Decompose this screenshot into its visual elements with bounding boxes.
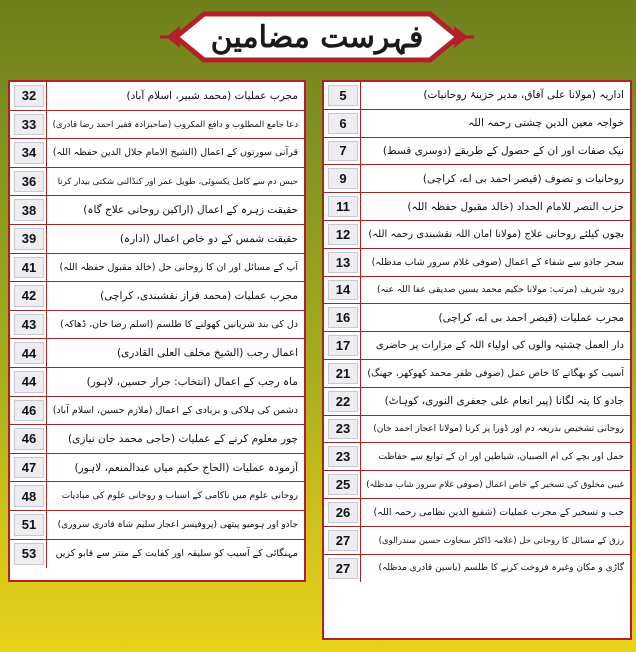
- page-number: 36: [14, 171, 44, 193]
- entry-title: دعا جامع المطلوب و دافع المکروب (صاحبزادہ فقیر احمد رضا قادری): [52, 119, 298, 130]
- entry-title: آپ کے مسائل اور ان کا روحانی حل (خالد مقبول حفظہ اللہ): [59, 261, 298, 273]
- row-divider: [46, 196, 47, 224]
- page-number: 32: [14, 85, 44, 107]
- contents-row[interactable]: [324, 304, 630, 332]
- entry-title: دار العمل چشتیہ والوں کی اولیاء اللہ کے مزارات پر حاضری: [375, 340, 624, 352]
- row-divider: [46, 511, 47, 539]
- entry-title: گاڑی و مکان وغیرہ فروخت کرنے کا طلسم (یاسین قادری مدظلہ): [378, 563, 624, 574]
- entry-title: حقیقت شمس کے دو خاص اعمال (ادارہ): [119, 232, 298, 245]
- contents-row[interactable]: [10, 168, 304, 197]
- row-divider: [46, 454, 47, 482]
- contents-row[interactable]: [10, 82, 304, 111]
- page-number: 46: [14, 400, 44, 422]
- contents-row[interactable]: [10, 339, 304, 368]
- entry-title: سحر جادو سے شفاء کے اعمال (صوفی غلام سرور شاب مدظلہ): [371, 256, 624, 268]
- page-number: 6: [328, 113, 358, 134]
- page-number: 22: [328, 391, 358, 412]
- contents-row[interactable]: [324, 193, 630, 221]
- page-number: 26: [328, 502, 358, 523]
- page-number: 27: [328, 530, 358, 551]
- contents-row[interactable]: [324, 332, 630, 360]
- row-divider: [46, 82, 47, 110]
- entry-title: خواجہ معین الدین چشتی رحمہ اللہ: [468, 117, 624, 130]
- contents-row[interactable]: [10, 254, 304, 283]
- page-number: 11: [328, 196, 358, 217]
- contents-row[interactable]: [10, 397, 304, 426]
- entry-title: مہنگائی کے آسیب کو سلیقہ اور کفایت کے منتر سے قابو کریں: [55, 548, 298, 560]
- row-divider: [46, 168, 47, 196]
- contents-row[interactable]: [10, 111, 304, 140]
- row-divider: [360, 332, 361, 359]
- contents-row[interactable]: [10, 139, 304, 168]
- page-number: 14: [328, 280, 358, 301]
- contents-row[interactable]: [324, 416, 630, 444]
- entry-title: اعمال رجب (الشیخ مخلف العلی القادری): [116, 347, 298, 360]
- row-divider: [46, 368, 47, 396]
- left-contents-panel: [8, 80, 306, 582]
- contents-row[interactable]: [10, 454, 304, 483]
- page-number: 23: [328, 446, 358, 467]
- contents-row[interactable]: [324, 360, 630, 388]
- entry-title: غیبی مخلوق کی تسخیر کے خاص اعمال (صوفی غلام سرور شاب مدظلہ): [366, 480, 624, 491]
- row-divider: [360, 221, 361, 248]
- contents-row[interactable]: [10, 282, 304, 311]
- page-number: 51: [14, 514, 44, 536]
- contents-row[interactable]: [324, 527, 630, 555]
- entry-title: درود شریف (مرتب: مولانا حکیم محمد یسین صدیقی عفا اللہ عنہ): [376, 284, 624, 295]
- row-divider: [46, 311, 47, 339]
- contents-row[interactable]: [10, 225, 304, 254]
- entry-title: اداریہ (مولانا علی آفاق، مدیر خزینۂ روحانیات): [423, 89, 624, 102]
- entry-title: رزق کے مسائل کا روحانی حل (علامہ ڈاکٹر سخاوت حسین سندرالوی): [378, 535, 624, 546]
- page-number: 43: [14, 314, 44, 336]
- row-divider: [360, 193, 361, 220]
- right-contents-panel: [322, 80, 632, 640]
- page-number: 46: [14, 428, 44, 450]
- entry-title: حزب النصر للامام الحداد (خالد مقبول حفظہ اللہ): [407, 200, 624, 213]
- page-number: 23: [328, 419, 358, 440]
- page-number: 44: [14, 371, 44, 393]
- contents-row[interactable]: [324, 221, 630, 249]
- contents-row[interactable]: [324, 165, 630, 193]
- page-number: 25: [328, 474, 358, 495]
- page-number: 7: [328, 141, 358, 162]
- page-title: فہرست مضامین: [210, 19, 424, 55]
- entry-title: جادو اور ہومیو پیتھی (پروفیسر اعجاز سلیم شاہ قادری سروری): [57, 519, 298, 530]
- entry-title: مجرب عملیات (محمد فراز نقشبندی، کراچی): [100, 289, 298, 302]
- entry-title: حقیقت زہرہ کے اعمال (اراکین روحانی علاج گاہ): [83, 204, 298, 217]
- contents-row[interactable]: [324, 138, 630, 166]
- row-divider: [46, 139, 47, 167]
- page-number: 47: [14, 457, 44, 479]
- entry-title: ماہ رجب کے اعمال (انتخاب: جرار حسین، لاہور): [86, 375, 298, 388]
- page-number: 34: [14, 142, 44, 164]
- contents-row[interactable]: [10, 311, 304, 340]
- contents-row[interactable]: [324, 110, 630, 138]
- entry-title: جادو کا پتہ لگانا (پیر انعام علی جعفری النوری، کوہاٹ): [384, 395, 624, 408]
- title-banner: [158, 6, 476, 68]
- entry-title: حب و تسخیر کے مجرب عملیات (شفیع الدین نظامی رحمہ اللہ): [373, 506, 624, 518]
- row-divider: [46, 397, 47, 425]
- contents-row[interactable]: [10, 425, 304, 454]
- contents-row[interactable]: [324, 249, 630, 277]
- contents-row[interactable]: [10, 368, 304, 397]
- row-divider: [46, 282, 47, 310]
- row-divider: [360, 471, 361, 498]
- row-divider: [360, 165, 361, 192]
- entry-title: آسیب کو بھگانے کا خاص عمل (صوفی ظفر محمد کھوکھر، جھنگ): [367, 367, 624, 379]
- row-divider: [46, 540, 47, 569]
- page-number: 21: [328, 363, 358, 384]
- page-number: 9: [328, 168, 358, 189]
- entry-title: حمل اور بچے کی ام الصبیان، شیاطین اور ان کے توابع سے حفاظت: [378, 451, 624, 462]
- entry-title: روحانی تشخیص بذریعہ دم اور ڈورا پر کرنا (مولانا اعجاز احمد خان): [373, 423, 624, 434]
- page-number: 13: [328, 252, 358, 273]
- page-number: 53: [14, 543, 44, 566]
- page-number: 48: [14, 485, 44, 507]
- entry-title: روحانیات و تصوف (قیصر احمد بی اے، کراچی): [422, 172, 624, 185]
- page-number: 44: [14, 342, 44, 364]
- entry-title: دل کی بند شریانیں کھولنے کا طلسم (اسلم رضا خان، ڈھاکہ): [60, 319, 298, 331]
- row-divider: [46, 339, 47, 367]
- entry-title: چور معلوم کرنے کے عملیات (حاجی محمد جان نیازی): [68, 432, 298, 445]
- contents-row[interactable]: [324, 471, 630, 499]
- row-divider: [360, 360, 361, 387]
- contents-row[interactable]: [324, 499, 630, 527]
- page-number: 33: [14, 114, 44, 136]
- entry-title: مجرب عملیات (محمد شبیر، اسلام آباد): [126, 89, 298, 102]
- page-number: 17: [328, 335, 358, 356]
- contents-row[interactable]: [324, 82, 630, 110]
- entry-title: بچوں کیلئے روحانی علاج (مولانا امان اللہ نقشبندی رحمہ اللہ): [368, 228, 624, 240]
- row-divider: [46, 425, 47, 453]
- contents-row[interactable]: [324, 277, 630, 305]
- row-divider: [46, 482, 47, 510]
- row-divider: [360, 499, 361, 526]
- entry-title: حبس دم سے کامل یکسوئی، طویل عمر اور کنڈالنی شکتی بیدار کرنا: [57, 177, 298, 188]
- row-divider: [360, 82, 361, 109]
- row-divider: [46, 225, 47, 253]
- row-divider: [46, 111, 47, 139]
- page-number: 27: [328, 558, 358, 580]
- row-divider: [360, 443, 361, 470]
- row-divider: [360, 277, 361, 304]
- row-divider: [360, 110, 361, 137]
- entry-title: قرآنی سورتوں کے اعمال (الشیخ الامام جلال الدین حفظہ اللہ): [52, 147, 298, 159]
- row-divider: [360, 555, 361, 583]
- contents-row[interactable]: [10, 196, 304, 225]
- entry-title: دشمن کی ہلاکی و بربادی کے اعمال (ملازم حسین، اسلام آباد): [52, 404, 298, 416]
- row-divider: [360, 416, 361, 443]
- contents-row[interactable]: [324, 555, 630, 583]
- row-divider: [46, 254, 47, 282]
- contents-row[interactable]: [324, 388, 630, 416]
- row-divider: [360, 138, 361, 165]
- contents-row[interactable]: [324, 443, 630, 471]
- page-number: 39: [14, 228, 44, 250]
- row-divider: [360, 527, 361, 554]
- contents-row[interactable]: [10, 511, 304, 540]
- contents-row[interactable]: [10, 540, 304, 569]
- row-divider: [360, 249, 361, 276]
- page-number: 41: [14, 257, 44, 279]
- page-number: 5: [328, 85, 358, 106]
- page-number: 38: [14, 199, 44, 221]
- row-divider: [360, 388, 361, 415]
- entry-title: آزمودہ عملیات (الحاج حکیم میاں عبدالمنعم، لاہور): [74, 461, 298, 474]
- contents-row[interactable]: [10, 482, 304, 511]
- page-number: 16: [328, 307, 358, 328]
- entry-title: نیک صفات اور ان کے حصول کے طریقے (دوسری قسط): [382, 144, 624, 157]
- entry-title: مجرب عملیات (قیصر احمد بی اے، کراچی): [438, 311, 624, 324]
- page-number: 12: [328, 224, 358, 245]
- row-divider: [360, 304, 361, 331]
- page-number: 42: [14, 285, 44, 307]
- entry-title: روحانی علوم میں ناکامی کے اسباب و روحانی علوم کی مبادیات: [61, 491, 298, 502]
